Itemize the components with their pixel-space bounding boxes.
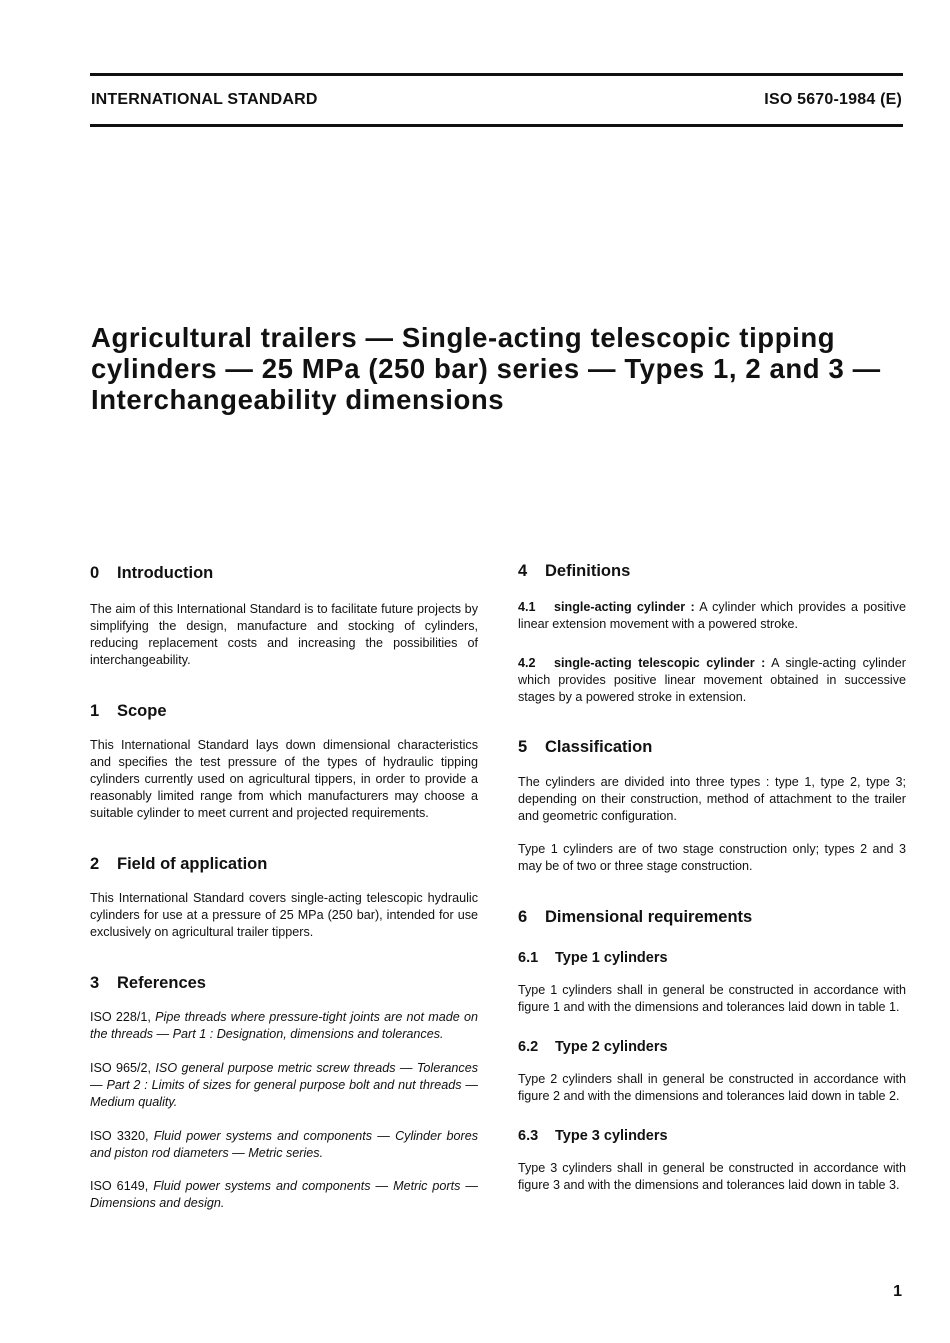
header-bottom-rule: [90, 124, 903, 127]
section-dimensional-requirements: [518, 906, 906, 1194]
section-text: Type 1 cylinders shall in general be constructed in accordance with figure 1 and with the dimensions and tolerances laid down in table 1.: [518, 983, 906, 1014]
section-text: Type 3 cylinders shall in general be constructed in accordance with figure 3 and with the dimensions and tolerances laid down in table 3.: [518, 1161, 906, 1192]
definition-term: single-acting telescopic cylinder :: [554, 656, 766, 670]
section-heading: [90, 700, 478, 722]
section-number: 3: [90, 974, 100, 992]
section-number: 6: [518, 908, 528, 926]
definition-text: A single-acting cylinder which provides positive linear movement obtained in successive stages by a powered stroke in extension.: [518, 656, 906, 704]
subsection-number: 6.2: [518, 1039, 539, 1055]
definition-term: single-acting cylinder :: [554, 600, 695, 614]
section-text: Type 1 cylinders are of two stage construction only; types 2 and 3 may be of two or three stage construction.: [518, 842, 906, 873]
section-title: References: [117, 974, 206, 992]
reference-code: ISO 3320,: [90, 1129, 149, 1143]
section-number: 1: [90, 702, 100, 720]
section-heading: [518, 906, 906, 928]
left-column: [90, 560, 478, 1212]
subsection-title: Type 2 cylinders: [555, 1039, 668, 1055]
reference-item: [90, 1060, 478, 1111]
section-text: The cylinders are divided into three types : type 1, type 2, type 3; depending on their construction, method of attachment to the trailer and geometric configuration.: [518, 775, 906, 823]
section-heading: [90, 562, 478, 584]
section-title: Definitions: [545, 562, 631, 580]
subsection-heading: [518, 1037, 906, 1057]
reference-code: ISO 228/1,: [90, 1010, 151, 1024]
subsection-heading: [518, 948, 906, 968]
section-heading: [518, 560, 906, 582]
standard-number: ISO 5670-1984 (E): [764, 91, 902, 108]
definition-item: [518, 655, 906, 706]
document-type-label: INTERNATIONAL STANDARD: [91, 91, 318, 108]
section-heading: [518, 736, 906, 758]
section-text: This International Standard lays down dimensional characteristics and specifies the test pressure of the types of hydraulic tipping cylinders currently used on agricultural tippers, in order to provide a reasonably limited range from which manufacturers may choose a suitable cylinder to meet current and projected requirements.: [90, 738, 478, 820]
section-introduction: [90, 562, 478, 669]
title-line-3: Interchangeability dimensions: [91, 384, 505, 415]
section-scope: [90, 700, 478, 822]
reference-item: [90, 1128, 478, 1162]
subsection-number: 6.1: [518, 950, 539, 966]
right-column: [518, 560, 906, 1194]
section-title: Dimensional requirements: [545, 908, 753, 926]
subsection-title: Type 1 cylinders: [555, 950, 668, 966]
definition-number: 4.1: [518, 600, 536, 614]
reference-code: ISO 6149,: [90, 1179, 149, 1193]
section-field-of-application: [90, 853, 478, 941]
reference-item: [90, 1009, 478, 1043]
section-classification: [518, 736, 906, 875]
section-text: Type 2 cylinders shall in general be constructed in accordance with figure 2 and with the dimensions and tolerances laid down in table 2.: [518, 1072, 906, 1103]
definition-text: A cylinder which provides a positive linear extension movement with a powered stroke.: [518, 600, 906, 631]
section-text: The aim of this International Standard is to facilitate future projects by simplifying the design, manufacture and stocking of cylinders, reducing replacement costs and increasing the possibilities of interchangeability.: [90, 602, 478, 667]
reference-item: [90, 1178, 478, 1212]
definition-number: 4.2: [518, 656, 536, 670]
section-number: 2: [90, 855, 100, 873]
section-heading: [90, 972, 478, 994]
section-number: 5: [518, 738, 528, 756]
subsection-number: 6.3: [518, 1128, 539, 1144]
section-number: 4: [518, 562, 528, 580]
subsection-heading: [518, 1126, 906, 1146]
reference-title: Pipe threads where pressure-tight joints are not made on the threads — Part 1 : Designation, dimensions and tolerances.: [90, 1010, 479, 1041]
section-title: Field of application: [117, 855, 268, 873]
reference-title: Fluid power systems and components — Metric ports — Dimensions and design.: [90, 1179, 478, 1210]
title-line-1: Agricultural trailers — Single-acting telescopic tipping: [91, 322, 836, 353]
subsection-title: Type 3 cylinders: [555, 1128, 668, 1144]
title-line-2: cylinders — 25 MPa (250 bar) series — Types 1, 2 and 3 —: [91, 353, 881, 384]
document-title: [91, 322, 911, 415]
reference-title: Fluid power systems and components — Cylinder bores and piston rod diameters — Metric series.: [90, 1129, 478, 1160]
section-number: 0: [90, 564, 100, 582]
section-title: Scope: [117, 702, 167, 720]
reference-code: ISO 965/2,: [90, 1061, 152, 1075]
section-title: Introduction: [117, 564, 214, 582]
reference-title: ISO general purpose metric screw threads — Tolerances — Part 2 : Limits of sizes for general purpose bolt and nut threads — Medium quality.: [90, 1061, 478, 1109]
section-heading: [90, 853, 478, 875]
section-references: [90, 972, 478, 1212]
section-text: This International Standard covers single-acting telescopic hydraulic cylinders for use at a pressure of 25 MPa (250 bar), intended for use exclusively on agricultural trailer tippers.: [90, 891, 478, 939]
header-top-rule: [90, 73, 903, 76]
definition-item: [518, 599, 906, 633]
section-definitions: [518, 560, 906, 706]
page-number: 1: [893, 1283, 902, 1300]
section-title: Classification: [545, 738, 653, 756]
